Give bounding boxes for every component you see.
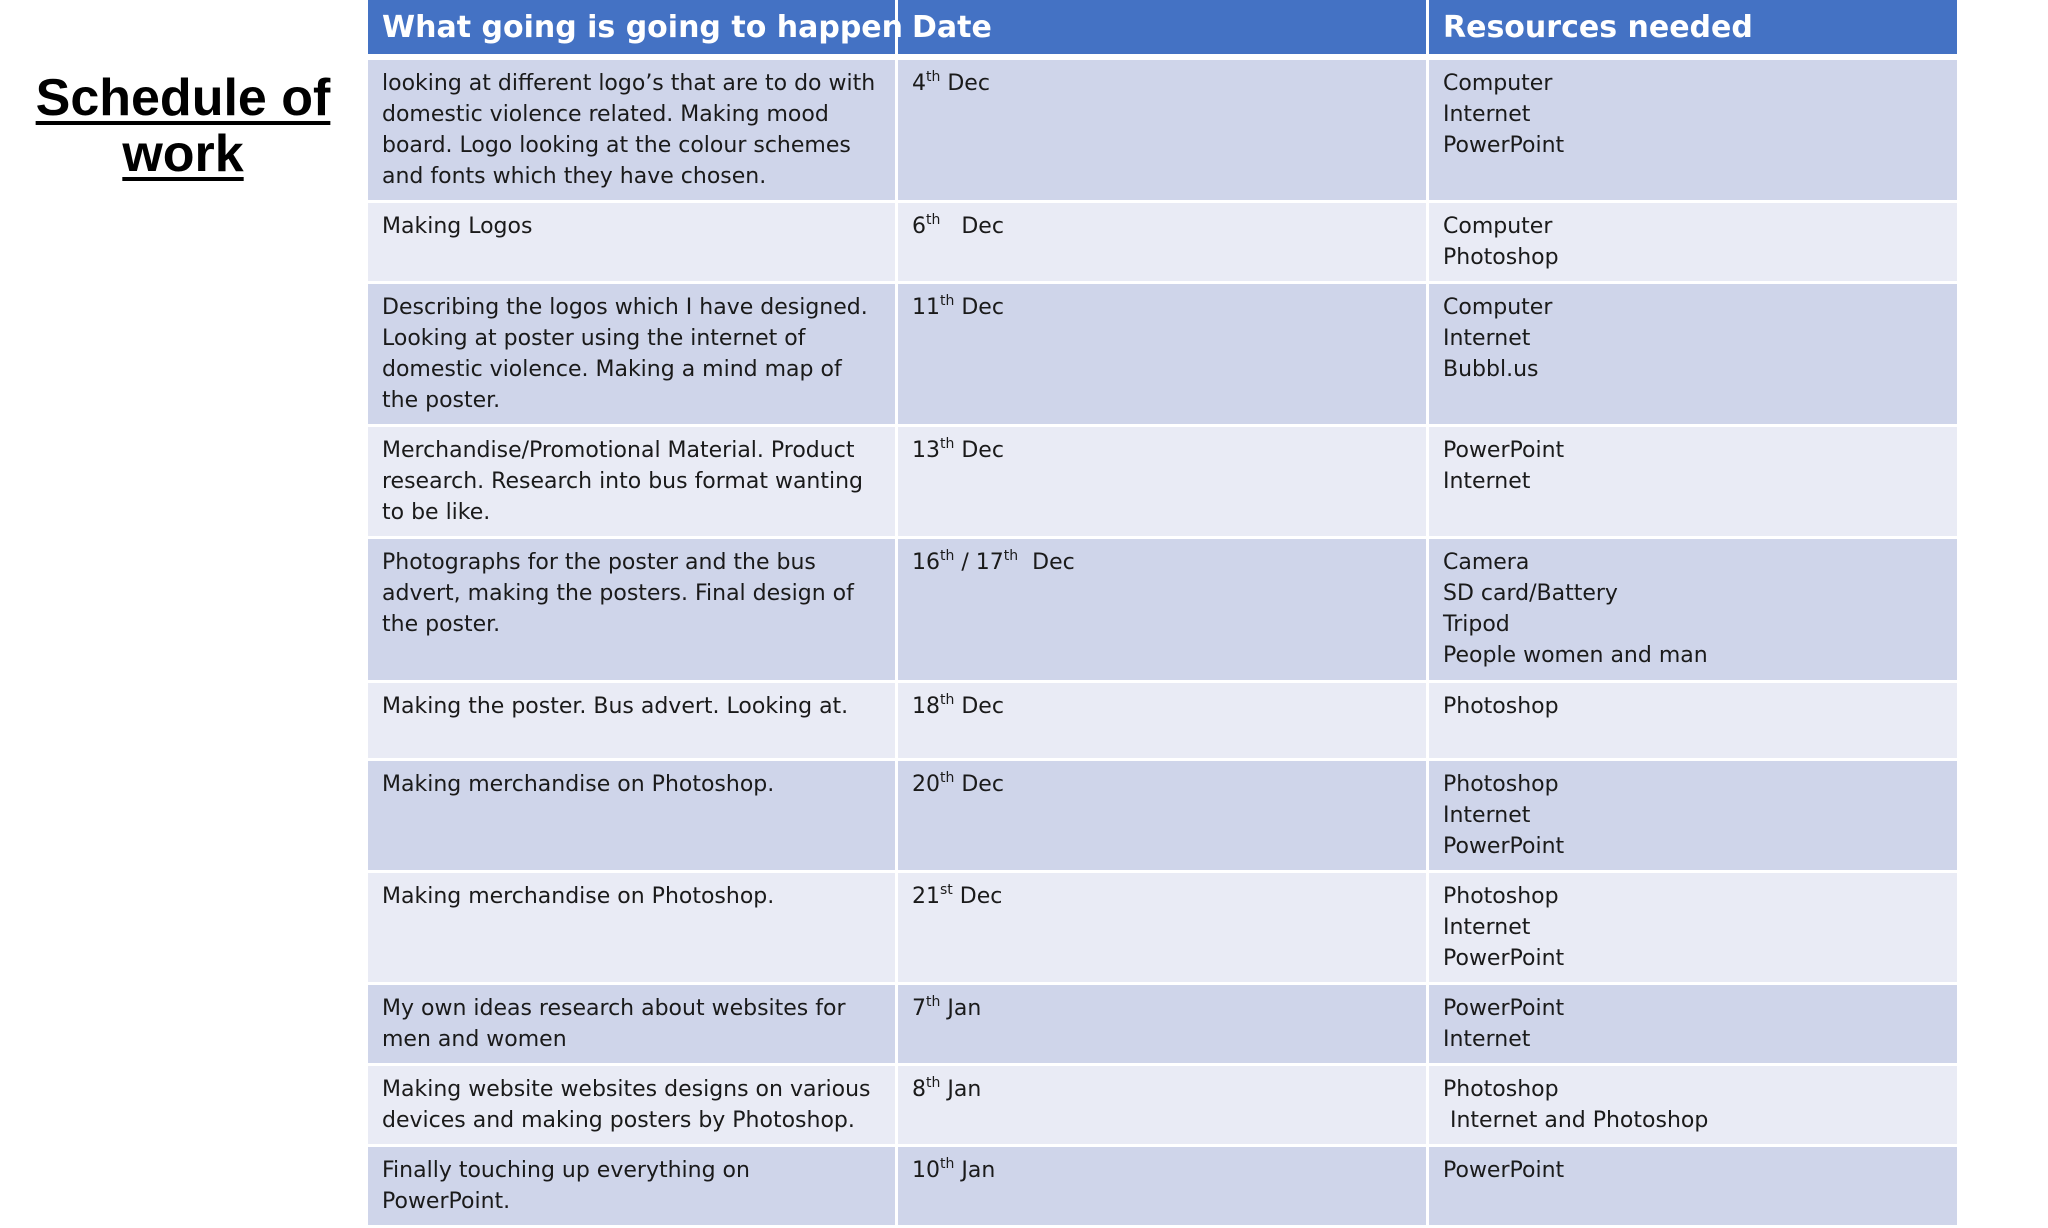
activity-cell: Describing the logos which I have designed. Looking at poster using the internet of domestic violence. Making a mind map of the poster. (367, 283, 897, 426)
table-row (367, 426, 1959, 538)
date-month: Dec (954, 772, 1004, 797)
resources-cell (1428, 682, 1959, 760)
date-day: 10 (912, 1158, 940, 1183)
activity-cell: Making website websites designs on various devices and making posters by Photoshop. (367, 1065, 897, 1146)
activity-cell: Making merchandise on Photoshop. (367, 760, 897, 872)
date-cell (897, 283, 1428, 426)
table-row (367, 283, 1959, 426)
resource-item: SD card/Battery (1443, 581, 1618, 606)
resources-cell (1428, 202, 1959, 283)
resource-item: Internet (1443, 102, 1531, 127)
table-row (367, 1065, 1959, 1146)
resources-cell (1428, 426, 1959, 538)
resource-item: Computer (1443, 295, 1553, 320)
activity-cell: Photographs for the poster and the bus advert, making the posters. Final design of the poster. (367, 538, 897, 682)
date-separator: / (954, 550, 976, 575)
resources-cell (1428, 1065, 1959, 1146)
date-day: 4 (912, 71, 926, 96)
date-suffix: th (940, 548, 955, 564)
date-month: Dec (940, 214, 1004, 239)
resource-item: Bubbl.us (1443, 357, 1539, 382)
resource-item: Photoshop (1443, 1077, 1559, 1102)
table-row (367, 760, 1959, 872)
date-cell (897, 872, 1428, 984)
activity-cell: looking at different logo’s that are to do with domestic violence related. Making mood board. Logo looking at the colour schemes and fonts which they have chosen. (367, 57, 897, 202)
date-month: Dec (940, 71, 990, 96)
date-day: 11 (912, 295, 940, 320)
resource-item: PowerPoint (1443, 946, 1565, 971)
table-row (367, 872, 1959, 984)
table-row (367, 538, 1959, 682)
table-row (367, 57, 1959, 202)
date-day: 13 (912, 438, 940, 463)
date-suffix: th (940, 770, 955, 786)
date-day: 20 (912, 772, 940, 797)
resources-cell (1428, 57, 1959, 202)
date-month: Dec (954, 694, 1004, 719)
table-row (367, 682, 1959, 760)
resource-item: Photoshop (1443, 772, 1559, 797)
resource-item: Internet (1443, 915, 1531, 940)
date-month: Dec (954, 438, 1004, 463)
date-suffix: th (940, 1156, 955, 1172)
resource-item: Internet (1443, 1027, 1531, 1052)
resources-cell (1428, 760, 1959, 872)
resource-item: PowerPoint (1443, 996, 1565, 1021)
page-title: Schedule of work (35, 69, 331, 183)
date-day: 7 (912, 996, 926, 1021)
date-day: 6 (912, 214, 926, 239)
resource-item: Internet (1443, 803, 1531, 828)
resource-item: Photoshop (1443, 884, 1559, 909)
activity-cell: Making merchandise on Photoshop. (367, 872, 897, 984)
resource-item: Internet (1443, 326, 1531, 351)
date-month: Jan (940, 1077, 982, 1102)
resource-item: Internet and Photoshop (1443, 1108, 1709, 1133)
activity-cell: Making the poster. Bus advert. Looking at. (367, 682, 897, 760)
resource-item: Tripod (1443, 612, 1510, 637)
date-cell (897, 1146, 1428, 1227)
date-cell (897, 426, 1428, 538)
activity-cell: Finally touching up everything on PowerPoint. (367, 1146, 897, 1227)
date-cell (897, 1065, 1428, 1146)
resources-cell (1428, 872, 1959, 984)
date-month: Dec (952, 884, 1003, 909)
resource-item: Computer (1443, 214, 1553, 239)
date-month: Jan (954, 1158, 996, 1183)
date-cell (897, 57, 1428, 202)
table-row (367, 1146, 1959, 1227)
column-header-resources: Resources needed (1428, 0, 1959, 57)
date-suffix-end: th (1003, 548, 1019, 564)
date-suffix: th (926, 994, 941, 1010)
resources-cell (1428, 283, 1959, 426)
date-cell (897, 202, 1428, 283)
schedule-table (365, 0, 1960, 1228)
date-suffix: th (940, 293, 955, 309)
date-cell (897, 538, 1428, 682)
resource-item: PowerPoint (1443, 1158, 1565, 1183)
resource-item: Camera (1443, 550, 1530, 575)
date-month: Dec (1018, 550, 1075, 575)
resource-item: PowerPoint (1443, 834, 1565, 859)
date-cell (897, 760, 1428, 872)
date-suffix: th (940, 692, 955, 708)
resource-item: Internet (1443, 469, 1531, 494)
column-header-date: Date (897, 0, 1428, 57)
resource-item: Photoshop (1443, 245, 1559, 270)
date-day: 21 (912, 884, 940, 909)
date-day: 18 (912, 694, 940, 719)
resources-cell (1428, 984, 1959, 1065)
resource-item: PowerPoint (1443, 133, 1565, 158)
date-day: 16 (912, 550, 940, 575)
date-day: 8 (912, 1077, 926, 1102)
activity-cell: Making Logos (367, 202, 897, 283)
resources-cell (1428, 538, 1959, 682)
date-day-end: 17 (975, 550, 1004, 575)
date-cell (897, 682, 1428, 760)
resource-item: PowerPoint (1443, 438, 1565, 463)
date-suffix: th (926, 69, 941, 85)
date-suffix: st (940, 882, 953, 898)
activity-cell: Merchandise/Promotional Material. Product research. Research into bus format wanting to be like. (367, 426, 897, 538)
resources-cell (1428, 1146, 1959, 1227)
date-suffix: th (926, 212, 941, 228)
resource-item: Photoshop (1443, 694, 1559, 719)
table-header-row (367, 0, 1959, 57)
resource-item: People women and man (1443, 643, 1708, 668)
date-suffix: th (940, 436, 955, 452)
date-month: Dec (954, 295, 1004, 320)
table-row (367, 984, 1959, 1065)
date-month: Jan (940, 996, 982, 1021)
date-suffix: th (926, 1075, 941, 1091)
resource-item: Computer (1443, 71, 1553, 96)
activity-cell: My own ideas research about websites for men and women (367, 984, 897, 1065)
date-cell (897, 984, 1428, 1065)
column-header-activity: What going is going to happen (367, 0, 897, 57)
table-row (367, 202, 1959, 283)
